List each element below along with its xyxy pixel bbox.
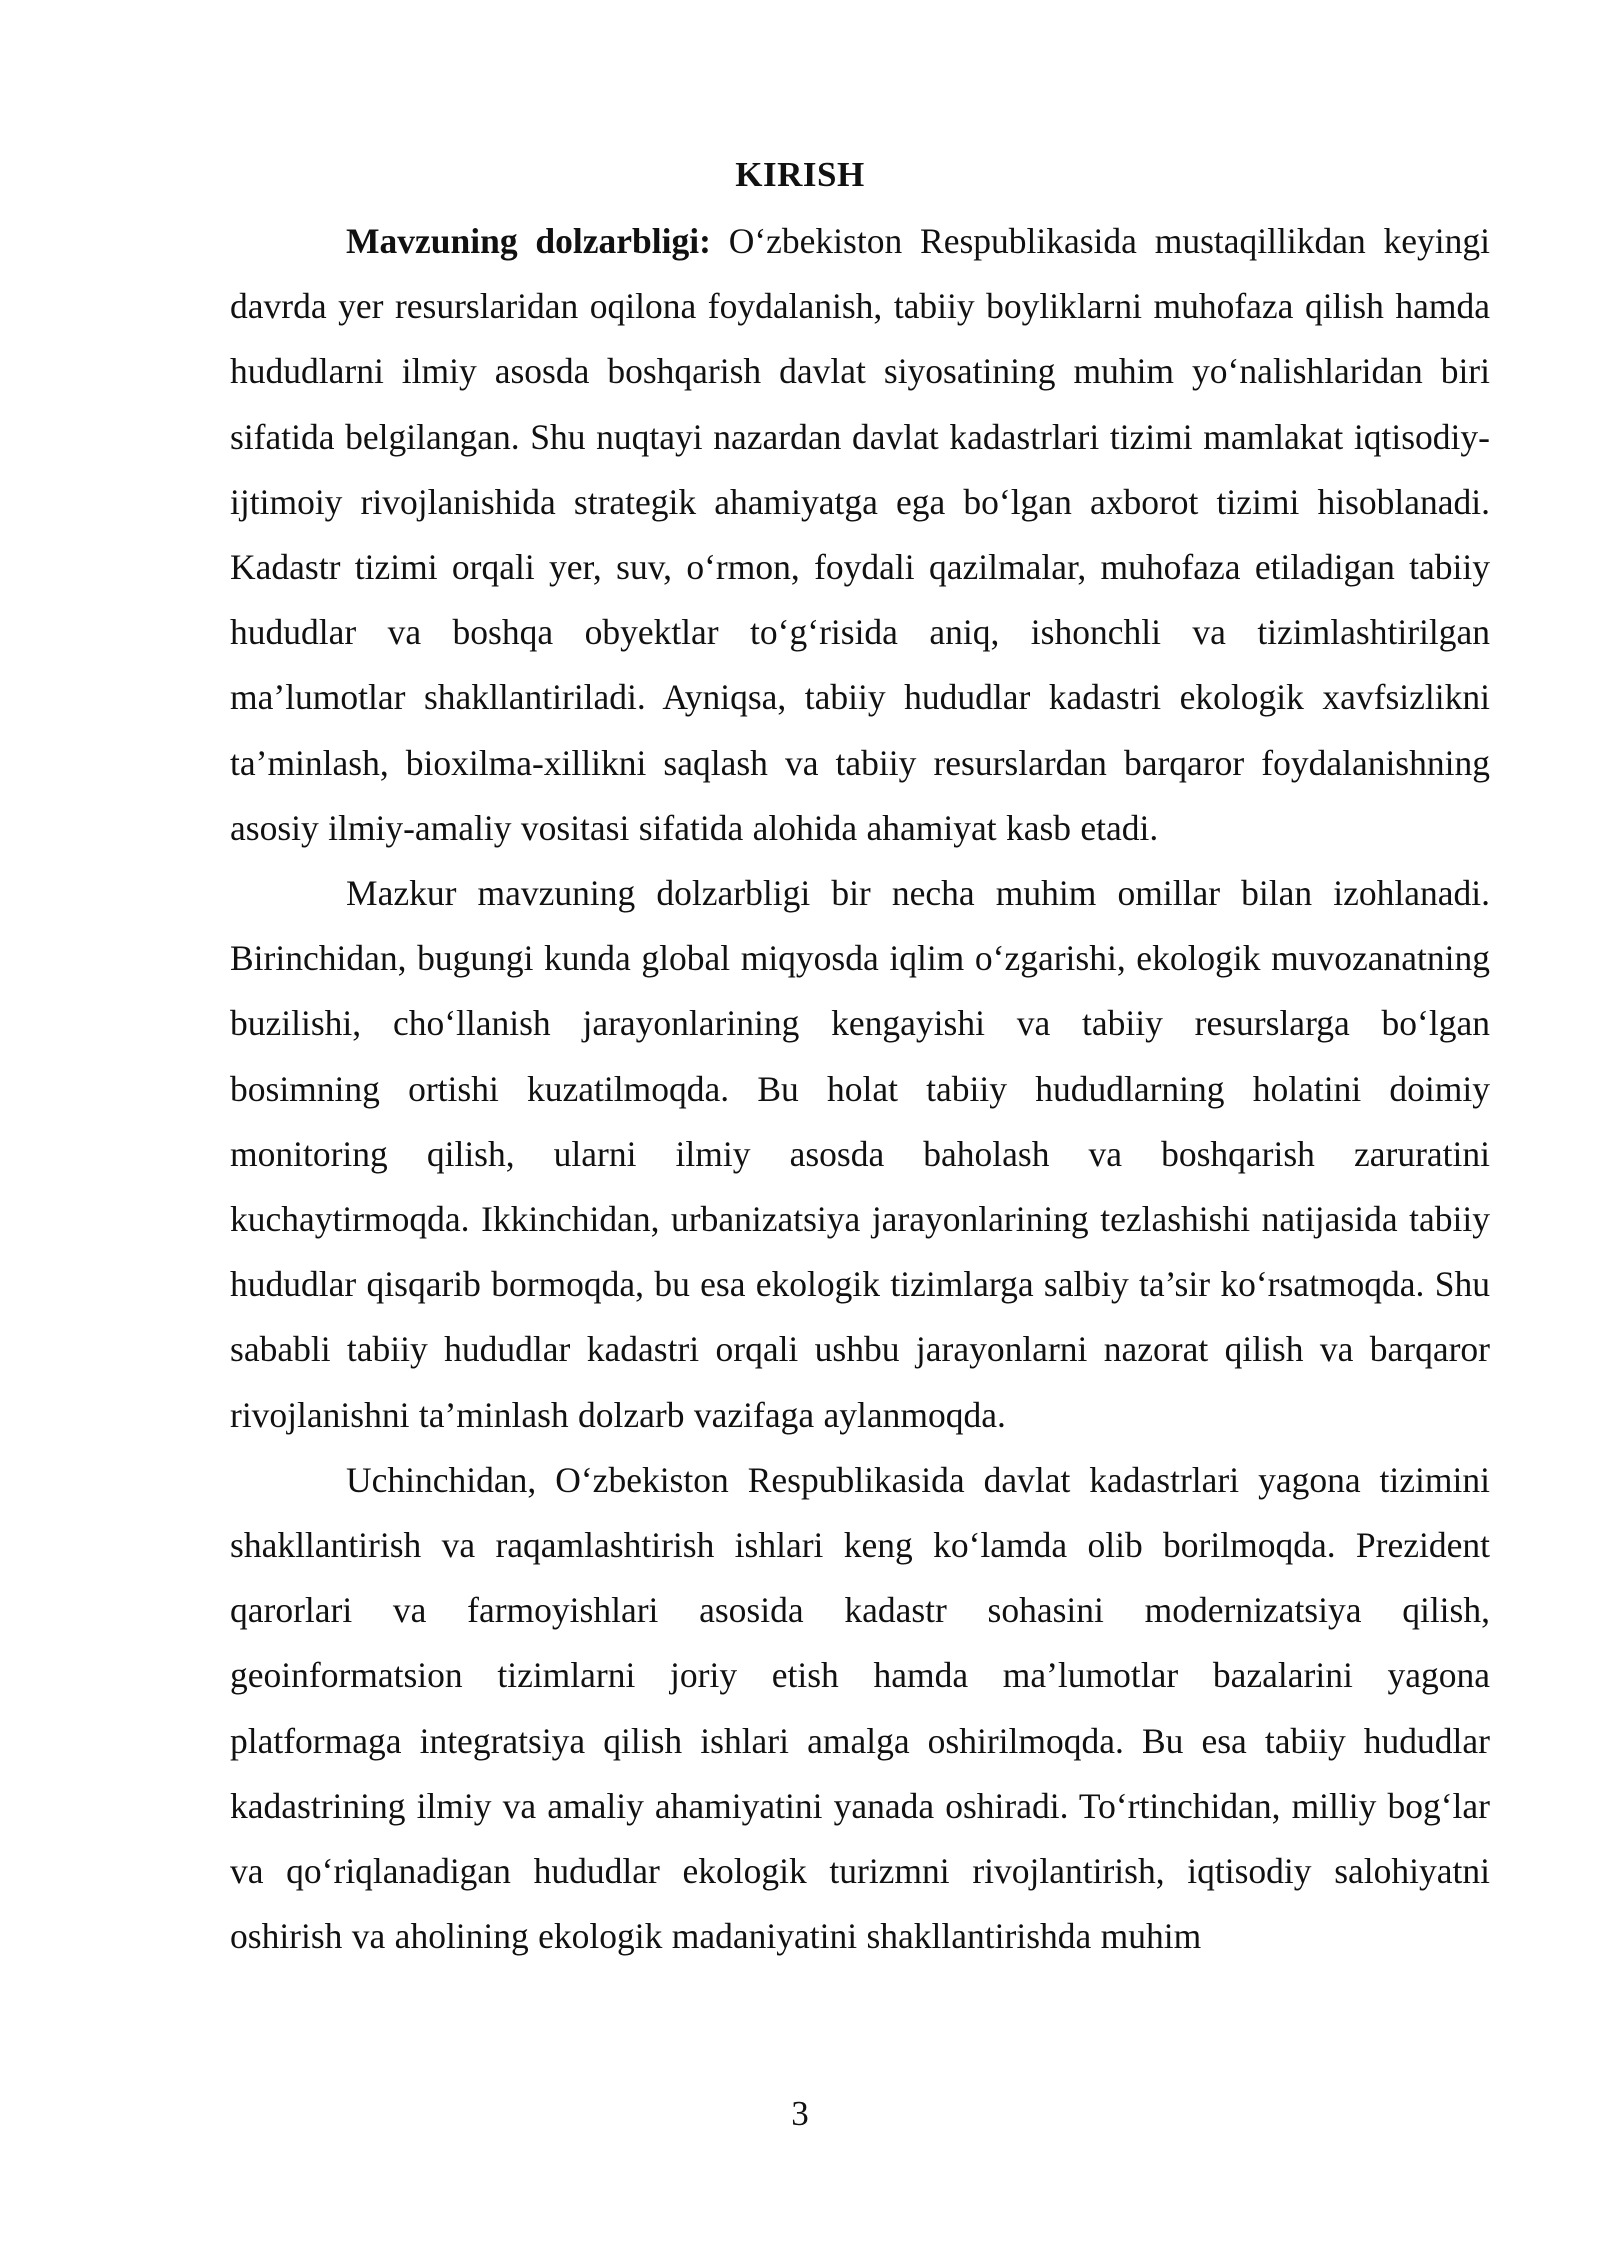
- paragraph-lead-label: Mavzuning dolzarbligi:: [346, 221, 711, 261]
- paragraph-text: Uchinchidan, O‘zbekiston Respublikasida davlat kadastrlari yagona tizimini shakllantirish va raqamlashtirish ishlari keng ko‘lamda olib borilmoqda. Prezident qarorlari va farmoyishlari asosida kadastr sohasini modernizatsiya qilish, geoinformatsion tizimlarni joriy etish hamda ma’lumotlar bazalarini yagona platformaga integratsiya qilish ishlari amalga oshirilmoqda. Bu esa tabiiy hududlar kadastrining ilmiy va amaliy ahamiyatini yanada oshiradi. To‘rtinchidan, milliy bog‘lar va qo‘riqlanadigan hududlar ekologik turizmni rivojlantirish, iqtisodiy salohiyatni oshirish va aholining ekologik madaniyatini shakllantirishda muhim: [230, 1459, 1490, 1957]
- body-text: [230, 209, 1490, 1969]
- paragraph-factors: [230, 861, 1490, 1448]
- paragraph-relevance: [230, 209, 1490, 861]
- page-number: 3: [791, 2094, 809, 2133]
- section-heading: KIRISH: [735, 155, 865, 194]
- paragraph-text: Mazkur mavzuning dolzarbligi bir necha muhim omillar bilan izohlanadi. Birinchidan, bugungi kunda global miqyosda iqlim o‘zgarishi, ekologik muvozanatning buzilishi, cho‘llanish jarayonlarining kengayishi va tabiiy resurslarga bo‘lgan bosimning ortishi kuzatilmoqda. Bu holat tabiiy hududlarning holatini doimiy monitoring qilish, ularni ilmiy asosda baholash va boshqarish zaruratini kuchaytirmoqda. Ikkinchidan, urbanizatsiya jarayonlarining tezlashishi natijasida tabiiy hududlar qisqarib bormoqda, bu esa ekologik tizimlarga salbiy ta’sir ko‘rsatmoqda. Shu sababli tabiiy hududlar kadastri orqali ushbu jarayonlarni nazorat qilish va barqaror rivojlanishni ta’minlash dolzarb vazifaga aylanmoqda.: [230, 873, 1490, 1435]
- paragraph-third-point: [230, 1448, 1490, 1970]
- paragraph-text: O‘zbekiston Respublikasida mustaqillikdan keyingi davrda yer resurslaridan oqilona foydalanish, tabiiy boyliklarni muhofaza qilish hamda hududlarni ilmiy asosda boshqarish davlat siyosatining muhim yo‘nalishlaridan biri sifatida belgilangan. Shu nuqtayi nazardan davlat kadastrlari tizimi mamlakat iqtisodiy-ijtimoiy rivojlanishida strategik ahamiyatga ega bo‘lgan axborot tizimi hisoblanadi. Kadastr tizimi orqali yer, suv, o‘rmon, foydali qazilmalar, muhofaza etiladigan tabiiy hududlar va boshqa obyektlar to‘g‘risida aniq, ishonchli va tizimlashtirilgan ma’lumotlar shakllantiriladi. Ayniqsa, tabiiy hududlar kadastri ekologik xavfsizlikni ta’minlash, bioxilma-xillikni saqlash va tabiiy resurslardan barqaror foydalanishning asosiy ilmiy-amaliy vositasi sifatida alohida ahamiyat kasb etadi.: [230, 221, 1490, 848]
